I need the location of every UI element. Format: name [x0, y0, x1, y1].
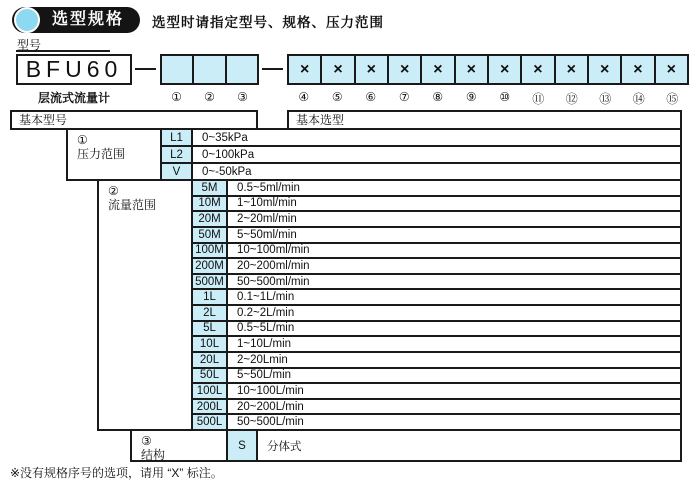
row-value: 0.5~5ml/min	[237, 181, 300, 194]
table-row	[162, 130, 680, 147]
row-value: 0.5~5L/min	[237, 322, 295, 335]
row-value: 50~500ml/min	[237, 275, 310, 288]
x-mark: ×	[566, 60, 576, 78]
pressure-range-section	[66, 128, 682, 181]
row-value: 1~10L/min	[237, 338, 292, 351]
slot-number: ②	[204, 90, 215, 104]
row-value: 5~50L/min	[237, 369, 292, 382]
table-row	[193, 244, 680, 260]
option-slot-numbers	[287, 90, 689, 107]
row-code: V	[162, 164, 193, 179]
x-mark: ×	[399, 60, 410, 78]
code-separator-dash	[262, 68, 283, 70]
slot-number: ⑭	[632, 92, 645, 106]
x-mark: ×	[299, 60, 310, 78]
option-slot	[454, 56, 487, 83]
row-code: 500M	[193, 275, 228, 289]
slot-number: ⑨	[465, 90, 477, 104]
row-code: 200L	[193, 400, 228, 414]
slot-number: ⑩	[499, 90, 511, 104]
row-code: 5M	[193, 181, 228, 195]
section-number: ③	[141, 434, 152, 448]
x-mark: ×	[599, 60, 610, 78]
row-value: 20~200L/min	[237, 400, 304, 413]
row-code: 5L	[193, 322, 228, 336]
slot-number: ⑥	[365, 90, 377, 104]
table-row	[193, 306, 680, 322]
option-slot	[487, 56, 520, 83]
row-code: 2L	[193, 306, 228, 320]
spec-slot-numbers	[160, 90, 259, 104]
section-number: ①	[77, 133, 88, 147]
row-value: 0~100kPa	[202, 148, 255, 161]
x-mark: ×	[466, 60, 476, 78]
structure-rows	[226, 431, 680, 460]
slot-number: ⑫	[565, 92, 578, 106]
slot-number: ⑧	[432, 90, 444, 104]
row-value: 50~500L/min	[237, 416, 304, 429]
table-row	[193, 290, 680, 306]
row-value: 0~-50kPa	[202, 165, 252, 178]
flow-section-label	[99, 181, 191, 429]
option-slot	[354, 56, 387, 83]
row-code: 10L	[193, 337, 228, 351]
x-mark: ×	[433, 60, 443, 78]
table-row	[193, 415, 680, 429]
row-code: L1	[162, 130, 193, 145]
row-value: 0.2~2L/min	[237, 306, 295, 319]
row-value: 2~20ml/min	[237, 213, 297, 226]
option-slot	[620, 56, 653, 83]
spec-code-slots	[160, 54, 259, 85]
table-row	[193, 337, 680, 353]
x-mark: ×	[533, 60, 543, 78]
flow-range-section	[97, 179, 682, 431]
table-row	[193, 181, 680, 197]
table-row	[193, 275, 680, 291]
table-row	[193, 212, 680, 228]
row-code: 100L	[193, 384, 228, 398]
footnote: ※没有规格序号的选项，请用 “X” 标注。	[10, 466, 223, 480]
row-value: 10~100ml/min	[237, 244, 310, 257]
row-value: 1~10ml/min	[237, 197, 297, 210]
structure-section-label	[132, 431, 226, 460]
option-slot	[289, 56, 320, 83]
option-code-slots	[287, 54, 689, 85]
row-value: 分体式	[267, 440, 302, 453]
base-model-header: 基本型号	[10, 110, 258, 130]
selection-instruction: 选型时请指定型号、规格、压力范围	[152, 15, 384, 30]
row-code: 200M	[193, 259, 228, 273]
x-mark: ×	[333, 60, 343, 78]
row-code: 1L	[193, 290, 228, 304]
slot-number: ③	[237, 90, 248, 104]
slot-number: ⑦	[398, 90, 410, 104]
x-mark: ×	[366, 60, 376, 78]
section-badge-label: 选型规格	[52, 11, 125, 28]
option-slot	[520, 56, 553, 83]
option-slot	[554, 56, 587, 83]
row-value: 5~50ml/min	[237, 228, 297, 241]
section-name: 流量范围	[108, 198, 157, 212]
row-code: 10M	[193, 197, 228, 211]
option-slot	[587, 56, 620, 83]
option-slot	[387, 56, 420, 83]
section-name: 结构	[141, 448, 166, 462]
flow-rows	[191, 181, 680, 429]
row-code: 20M	[193, 212, 228, 226]
row-value: 0.1~1L/min	[237, 291, 295, 304]
base-model-code: BFU60	[16, 54, 132, 85]
accent-circle-icon	[14, 7, 40, 33]
table-row	[228, 431, 680, 460]
slot-number: ⑮	[666, 92, 679, 106]
row-code: 500L	[193, 415, 228, 429]
slot-number: ①	[171, 90, 182, 104]
x-mark: ×	[499, 60, 510, 78]
option-slot	[654, 56, 687, 83]
slot-number: ④	[298, 90, 310, 104]
table-row	[193, 384, 680, 400]
table-row	[193, 353, 680, 369]
table-row	[193, 228, 680, 244]
structure-section	[130, 429, 682, 462]
section-name: 压力范围	[77, 147, 126, 161]
option-slot	[420, 56, 453, 83]
slot-number: ⑬	[599, 92, 612, 106]
row-code: S	[228, 431, 258, 460]
row-code: 100M	[193, 244, 228, 258]
x-mark: ×	[633, 60, 643, 78]
table-row	[162, 147, 680, 164]
model-label-underline	[16, 50, 110, 52]
pressure-rows	[160, 130, 680, 179]
table-row	[193, 322, 680, 338]
model-number-label: 型号	[17, 38, 42, 52]
base-model-caption: 层流式流量计	[37, 91, 110, 105]
row-value: 20~200ml/min	[237, 259, 310, 272]
row-value: 0~35kPa	[202, 131, 248, 144]
table-row	[162, 164, 680, 179]
row-code: 20L	[193, 353, 228, 367]
table-row	[193, 369, 680, 385]
base-option-header: 基本选型	[287, 110, 682, 130]
row-code: L2	[162, 147, 193, 162]
spec-slot	[162, 56, 192, 83]
row-value: 10~100L/min	[237, 384, 304, 397]
pressure-section-label	[68, 130, 160, 179]
table-row	[193, 400, 680, 416]
row-code: 50L	[193, 369, 228, 383]
table-row	[193, 197, 680, 213]
option-slot	[320, 56, 353, 83]
slot-number: ⑪	[532, 92, 545, 106]
code-separator-dash	[135, 68, 156, 70]
spec-slot	[225, 56, 257, 83]
spec-slot	[192, 56, 224, 83]
row-value: 2~20Lmin	[237, 353, 288, 366]
slot-number: ⑤	[331, 90, 343, 104]
section-number: ②	[108, 184, 119, 198]
x-mark: ×	[666, 60, 676, 78]
table-row	[193, 259, 680, 275]
row-code: 50M	[193, 228, 228, 242]
